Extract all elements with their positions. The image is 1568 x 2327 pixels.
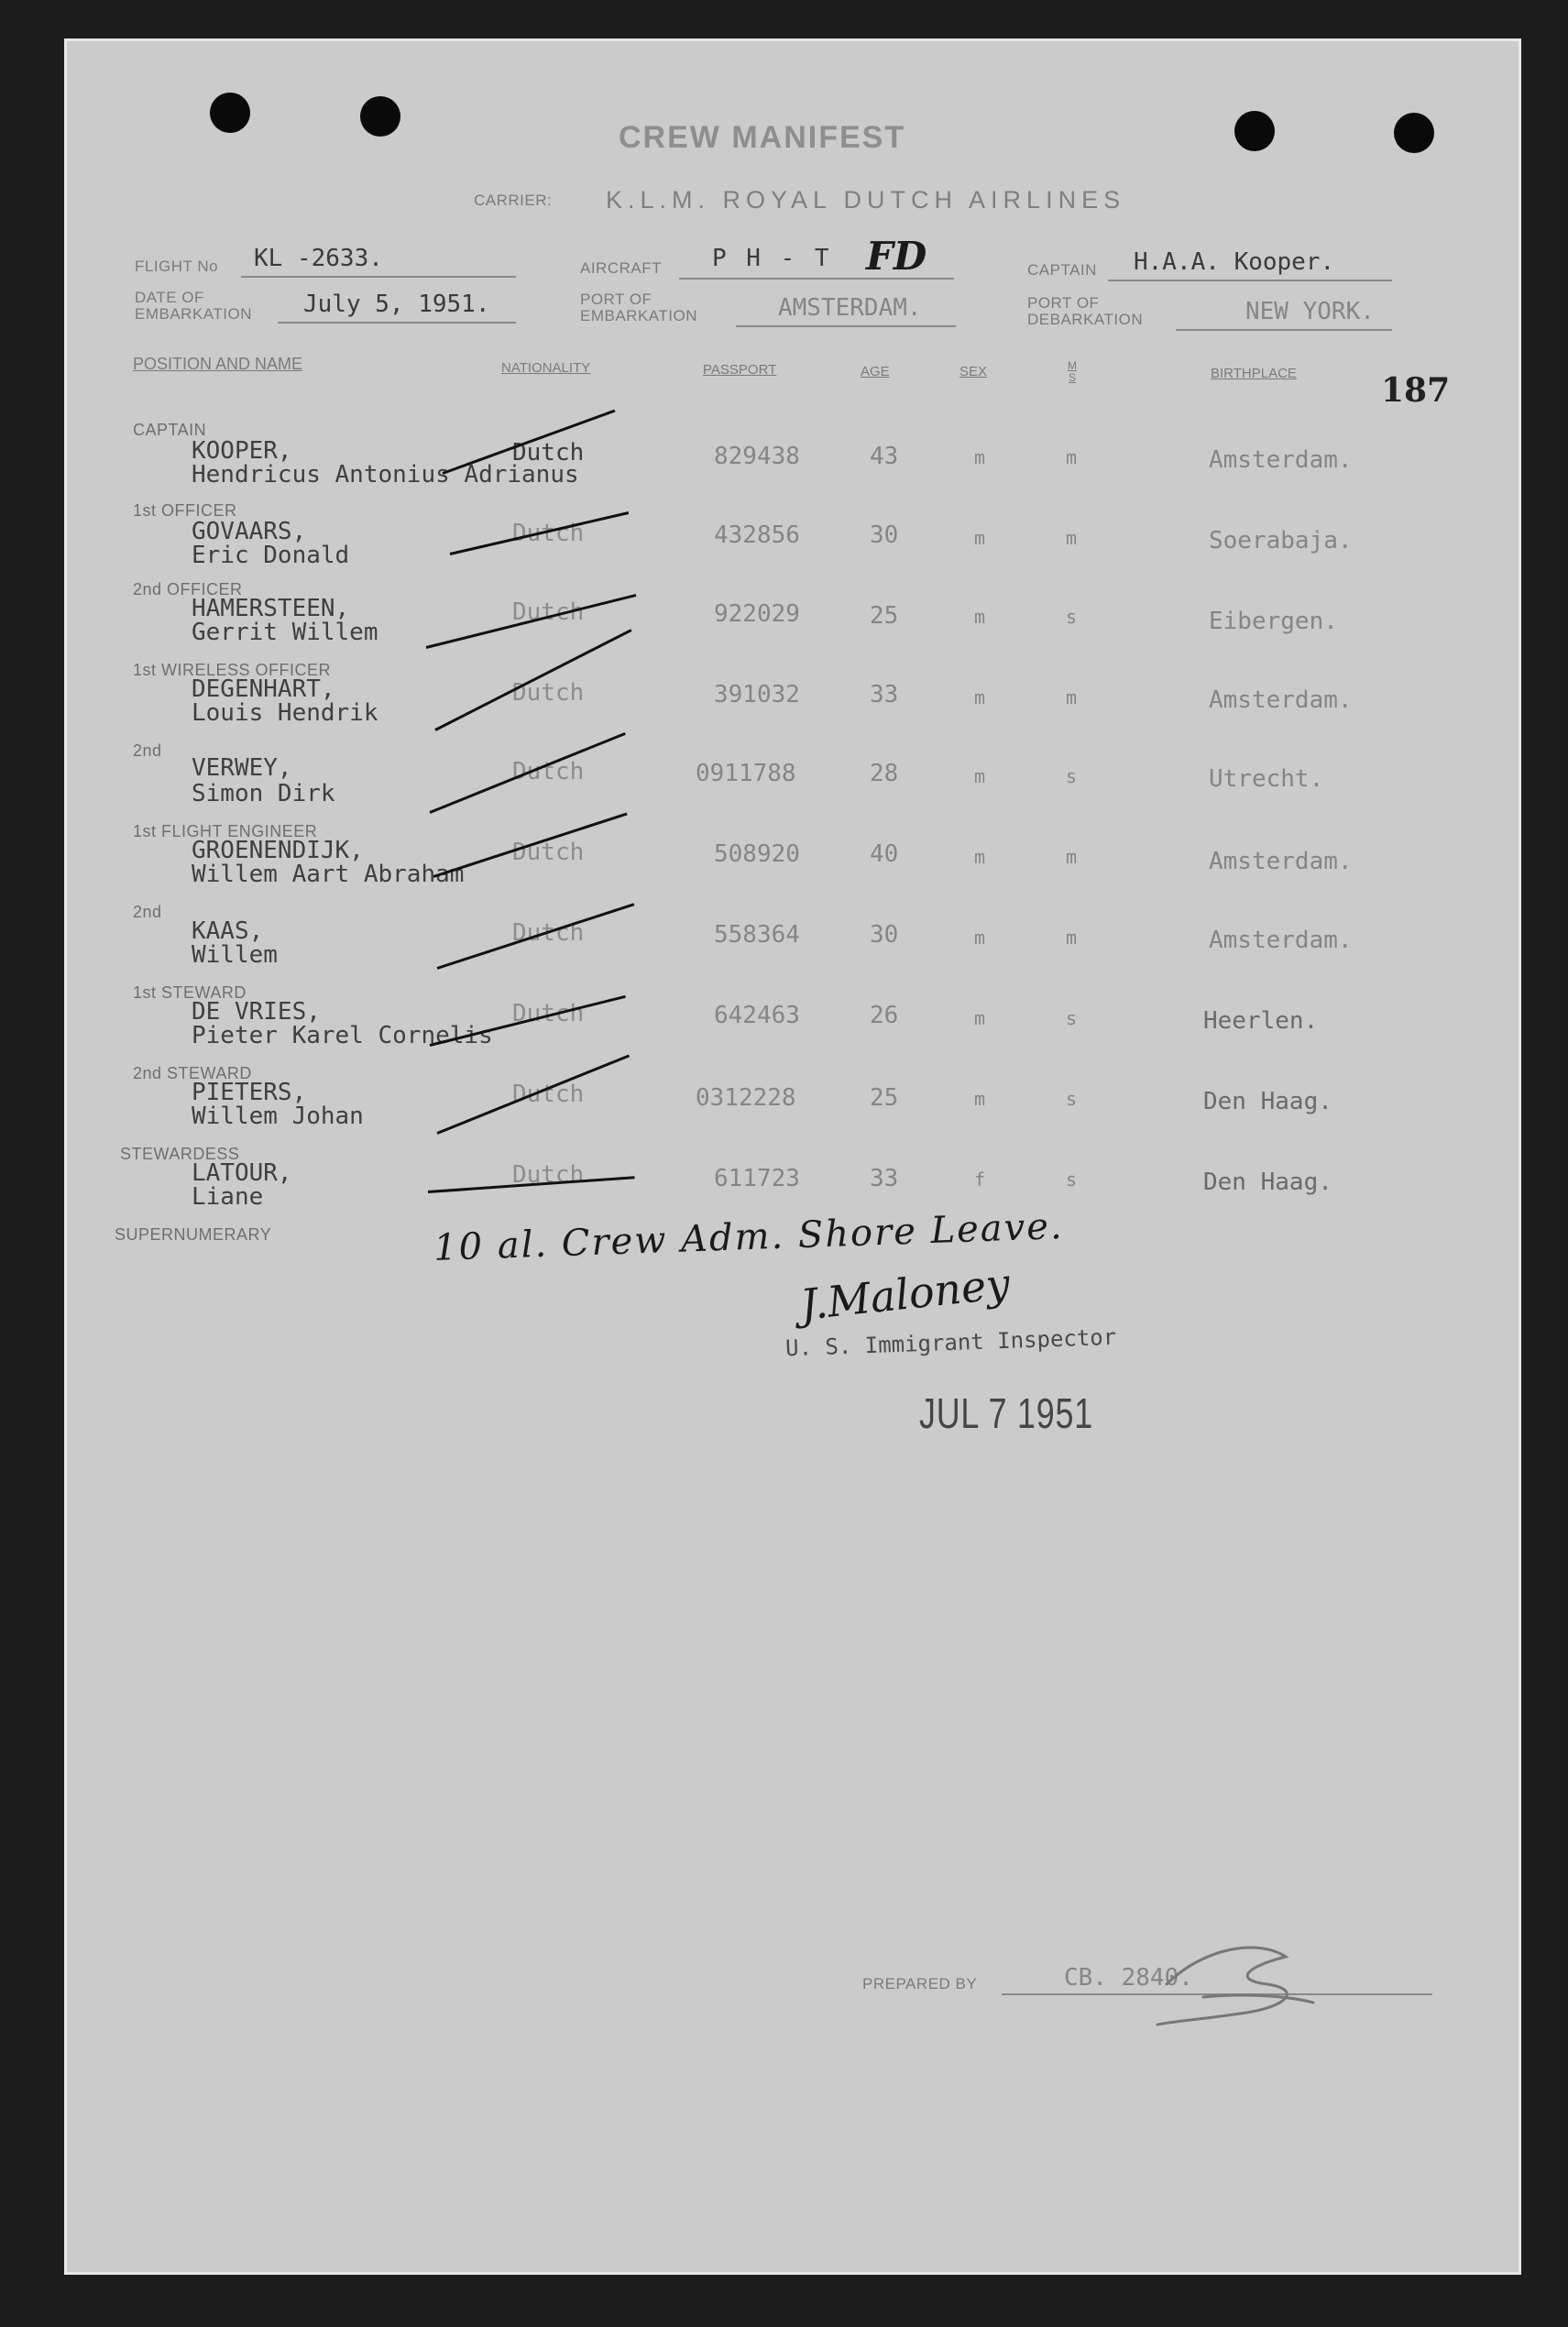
handwritten-note: 10 al. Crew Adm. Shore Leave. — [433, 1205, 1065, 1269]
crew-age: 30 — [870, 521, 899, 549]
crew-passport: 642463 — [714, 1002, 800, 1029]
crew-nationality: Dutch — [512, 758, 585, 785]
crew-birthplace: Den Haag. — [1203, 1169, 1332, 1196]
crew-position: 1st WIRELESS OFFICER — [133, 661, 332, 679]
crew-birthplace: Eibergen. — [1209, 608, 1338, 635]
date-value: July 5, 1951. — [303, 291, 490, 318]
col-age: AGE — [861, 364, 890, 379]
crew-birthplace: Amsterdam. — [1209, 927, 1353, 954]
crew-passport: 508920 — [714, 840, 800, 868]
date-underline — [278, 322, 516, 324]
crew-passport: 0911788 — [696, 760, 796, 787]
crew-marital: m — [1066, 446, 1078, 468]
port-debarkation-label-line1: PORT OF — [1027, 294, 1100, 312]
crew-sex: m — [974, 446, 986, 468]
crew-marital: m — [1066, 927, 1078, 949]
crew-given-name: Liane — [192, 1183, 264, 1211]
crew-position: 1st OFFICER — [133, 501, 237, 520]
crew-position: 2nd — [133, 741, 162, 760]
prepared-by-value: CB. 2840. — [1064, 1964, 1193, 1992]
crew-birthplace: Utrecht. — [1209, 765, 1324, 793]
crew-sex: m — [974, 686, 986, 708]
nationality-strike-mark — [450, 511, 630, 555]
port-debarkation-underline — [1176, 329, 1392, 331]
crew-passport: 391032 — [714, 681, 800, 708]
flight-label: FLIGHT No — [135, 258, 219, 275]
crew-given-name: Eric Donald — [192, 542, 350, 569]
crew-nationality: Dutch — [512, 1161, 585, 1189]
crew-nationality: Dutch — [512, 520, 585, 547]
inspector-signature: J.Maloney — [797, 1258, 1013, 1330]
captain-value: H.A.A. Kooper. — [1134, 248, 1335, 276]
crew-nationality: Dutch — [512, 919, 585, 947]
crew-position: 2nd — [133, 903, 162, 921]
crew-given-name: Willem — [192, 941, 278, 969]
col-birthplace: BIRTHPLACE — [1211, 366, 1297, 381]
crew-marital: m — [1066, 846, 1078, 868]
crew-given-name: Louis Hendrik — [192, 699, 378, 727]
punch-hole-left-2 — [360, 96, 400, 137]
crew-sex: m — [974, 927, 986, 949]
crew-surname: LATOUR, — [192, 1159, 292, 1187]
port-embarkation-underline — [736, 325, 956, 327]
crew-surname: GROENENDIJK, — [192, 837, 364, 864]
captain-underline — [1108, 280, 1392, 281]
crew-age: 40 — [870, 840, 899, 868]
prepared-by-label: PREPARED BY — [862, 1975, 978, 1992]
crew-sex: f — [974, 1169, 986, 1191]
aircraft-value: P H - T — [712, 245, 832, 272]
crew-given-name: Hendricus Antonius Adrianus — [192, 461, 579, 488]
punch-hole-right-2 — [1394, 113, 1434, 153]
crew-age: 25 — [870, 1084, 899, 1112]
crew-age: 25 — [870, 602, 899, 630]
crew-marital: s — [1066, 1088, 1078, 1110]
port-embarkation-value: AMSTERDAM. — [778, 294, 922, 322]
supernumerary-label: SUPERNUMERARY — [115, 1225, 272, 1244]
crew-nationality: Dutch — [512, 1000, 585, 1027]
col-passport: PASSPORT — [703, 362, 777, 378]
nationality-strike-mark — [433, 812, 628, 877]
crew-birthplace: Amsterdam. — [1209, 446, 1353, 474]
crew-nationality: Dutch — [512, 839, 585, 866]
carrier-label: CARRIER: — [474, 192, 553, 209]
crew-position: 2nd STEWARD — [133, 1064, 252, 1082]
crew-sex: m — [974, 527, 986, 549]
crew-marital: s — [1066, 606, 1078, 628]
crew-sex: m — [974, 846, 986, 868]
crew-surname: DE VRIES, — [192, 998, 321, 1026]
crew-birthplace: Soerabaja. — [1209, 527, 1353, 554]
received-date-stamp: JUL 7 1951 — [919, 1389, 1093, 1437]
col-position-name: POSITION AND NAME — [133, 355, 303, 373]
crew-nationality: Dutch — [512, 439, 585, 466]
crew-position: CAPTAIN — [133, 421, 207, 439]
crew-passport: 0312228 — [696, 1084, 796, 1112]
crew-age: 26 — [870, 1002, 899, 1029]
crew-surname: KOOPER, — [192, 437, 292, 465]
nationality-strike-mark — [436, 1054, 630, 1134]
crew-surname: GOVAARS, — [192, 518, 307, 545]
aircraft-label: AIRCRAFT — [580, 259, 662, 277]
punch-hole-left-1 — [210, 93, 250, 133]
crew-passport: 432856 — [714, 521, 800, 549]
crew-marital: m — [1066, 527, 1078, 549]
crew-surname: KAAS, — [192, 917, 264, 945]
crew-given-name: Willem Aart Abraham — [192, 861, 465, 888]
crew-position: STEWARDESS — [120, 1145, 240, 1163]
crew-nationality: Dutch — [512, 1081, 585, 1108]
nationality-strike-mark — [434, 629, 631, 731]
carrier-value: K.L.M. ROYAL DUTCH AIRLINES — [606, 186, 1126, 214]
manifest-sheet — [64, 38, 1521, 2275]
crew-marital: s — [1066, 1169, 1078, 1191]
crew-age: 30 — [870, 921, 899, 949]
crew-age: 33 — [870, 681, 899, 708]
flight-value: KL -2633. — [254, 245, 383, 272]
crew-nationality: Dutch — [512, 598, 585, 626]
crew-surname: VERWEY, — [192, 754, 292, 782]
crew-age: 28 — [870, 760, 899, 787]
crew-given-name: Gerrit Willem — [192, 619, 378, 646]
document-title: CREW MANIFEST — [619, 120, 906, 155]
crew-age: 43 — [870, 443, 899, 470]
col-marital: M S — [1068, 359, 1077, 384]
col-sex: SEX — [959, 364, 988, 379]
crew-marital: m — [1066, 686, 1078, 708]
crew-given-name: Simon Dirk — [192, 780, 335, 807]
crew-sex: m — [974, 606, 986, 628]
col-nationality: NATIONALITY — [501, 360, 591, 376]
crew-passport: 922029 — [714, 600, 800, 628]
punch-hole-right-1 — [1234, 111, 1275, 151]
crew-sex: m — [974, 1007, 986, 1029]
flight-underline — [241, 276, 516, 278]
crew-position: 2nd OFFICER — [133, 580, 243, 598]
crew-age: 33 — [870, 1165, 899, 1192]
crew-sex: m — [974, 765, 986, 787]
sheet-number: 187 — [1381, 371, 1451, 410]
crew-birthplace: Amsterdam. — [1209, 848, 1353, 875]
crew-marital: s — [1066, 765, 1078, 787]
nationality-strike-mark — [437, 903, 635, 970]
crew-nationality: Dutch — [512, 679, 585, 707]
crew-given-name: Pieter Karel Cornelis — [192, 1022, 493, 1049]
aircraft-handwritten: FD — [866, 234, 927, 279]
date-label-line1: DATE OF — [135, 289, 204, 306]
crew-position: 1st STEWARD — [133, 983, 247, 1002]
crew-birthplace: Den Haag. — [1203, 1088, 1332, 1115]
crew-given-name: Willem Johan — [192, 1103, 364, 1130]
nationality-strike-mark — [429, 732, 625, 814]
crew-surname: DEGENHART, — [192, 675, 335, 703]
crew-marital: s — [1066, 1007, 1078, 1029]
crew-surname: HAMERSTEEN, — [192, 595, 350, 622]
crew-passport: 829438 — [714, 443, 800, 470]
crew-surname: PIETERS, — [192, 1079, 307, 1106]
crew-position: 1st FLIGHT ENGINEER — [133, 822, 318, 840]
port-embarkation-label-line2: EMBARKATION — [580, 307, 697, 324]
inspector-title: U. S. Immigrant Inspector — [784, 1323, 1117, 1362]
captain-label: CAPTAIN — [1027, 261, 1097, 279]
port-debarkation-label-line2: DEBARKATION — [1027, 311, 1144, 328]
port-debarkation-value: NEW YORK. — [1245, 298, 1375, 325]
crew-passport: 611723 — [714, 1165, 800, 1192]
crew-birthplace: Amsterdam. — [1209, 686, 1353, 714]
crew-passport: 558364 — [714, 921, 800, 949]
port-embarkation-label-line1: PORT OF — [580, 291, 652, 308]
preparer-initials-scribble — [1148, 1929, 1332, 2030]
crew-birthplace: Heerlen. — [1203, 1007, 1319, 1035]
crew-sex: m — [974, 1088, 986, 1110]
date-label-line2: EMBARKATION — [135, 305, 252, 323]
